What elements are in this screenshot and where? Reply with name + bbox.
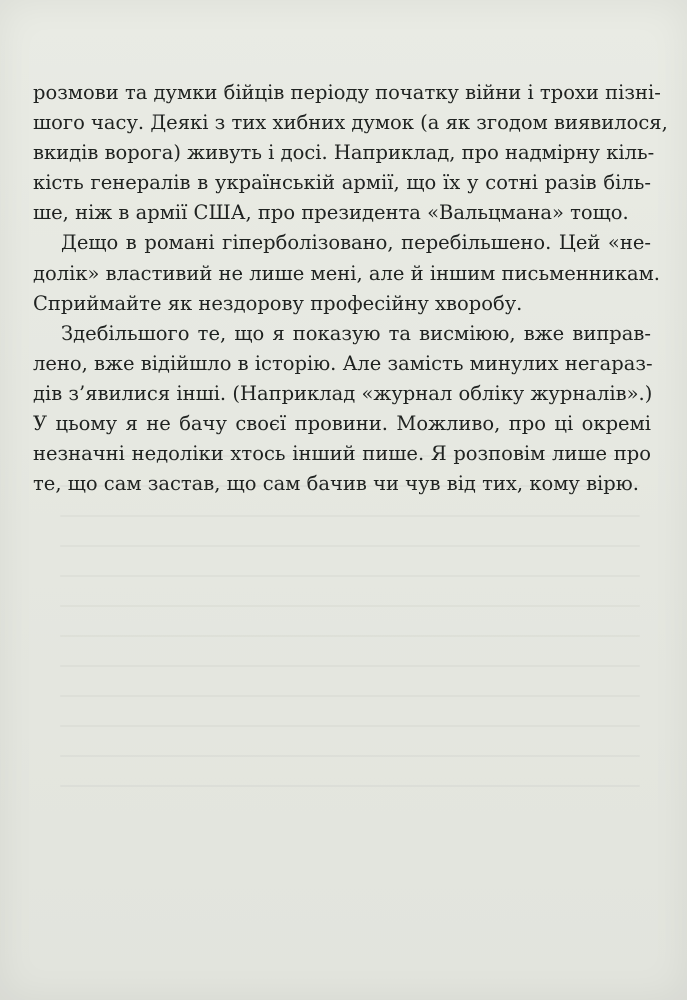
text-line: незначні недоліки хтось інший пише. Я розповім лише про [33, 442, 651, 466]
ghost-line [60, 785, 640, 787]
ghost-line [60, 575, 640, 577]
text-line: У цьому я не бачу своєї провини. Можливо, про ці окремі [33, 412, 651, 436]
text-line: Дещо в романі гіперболізовано, перебільшено. Цей «не- [61, 231, 651, 255]
text-line: лено, вже відійшло в історію. Але замість минулих негараз- [33, 351, 653, 375]
paragraph-1 [33, 78, 668, 228]
paragraph-2 [33, 228, 660, 318]
ghost-line [60, 515, 640, 517]
text-line: ше, ніж в армії США, про президента «Вальцмана» тощо. [33, 201, 629, 225]
ghost-line [60, 545, 640, 547]
ghost-line [60, 755, 640, 757]
text-line: вкидів ворога) живуть і досі. Наприклад, про надмірну кіль- [33, 141, 655, 165]
ghost-line [60, 725, 640, 727]
text-line: розмови та думки бійців періоду початку війни і трохи пізні- [33, 81, 661, 104]
text-line: Сприймайте як нездорову професійну хворобу. [33, 291, 523, 315]
text-line: шого часу. Деякі з тих хибних думок (а як згодом виявилося, [33, 111, 668, 135]
paper-show-through [60, 455, 640, 875]
paragraph-3 [33, 319, 651, 500]
ghost-line [60, 665, 640, 667]
text-line: долік» властивий не лише мені, але й іншим письменникам. [33, 261, 660, 285]
ghost-line [60, 695, 640, 697]
ghost-line [60, 635, 640, 637]
text-line: дів з’явилися інші. (Наприклад «журнал обліку журналів».) [33, 381, 653, 405]
text-line: кість генералів в українській армії, що їх у сотні разів біль- [33, 171, 651, 195]
ghost-line [60, 605, 640, 607]
text-line: те, що сам застав, що сам бачив чи чув від тих, кому вірю. [33, 472, 639, 496]
page-text [33, 78, 668, 499]
text-line: Здебільшого те, що я показую та висміюю, вже виправ- [61, 321, 651, 345]
